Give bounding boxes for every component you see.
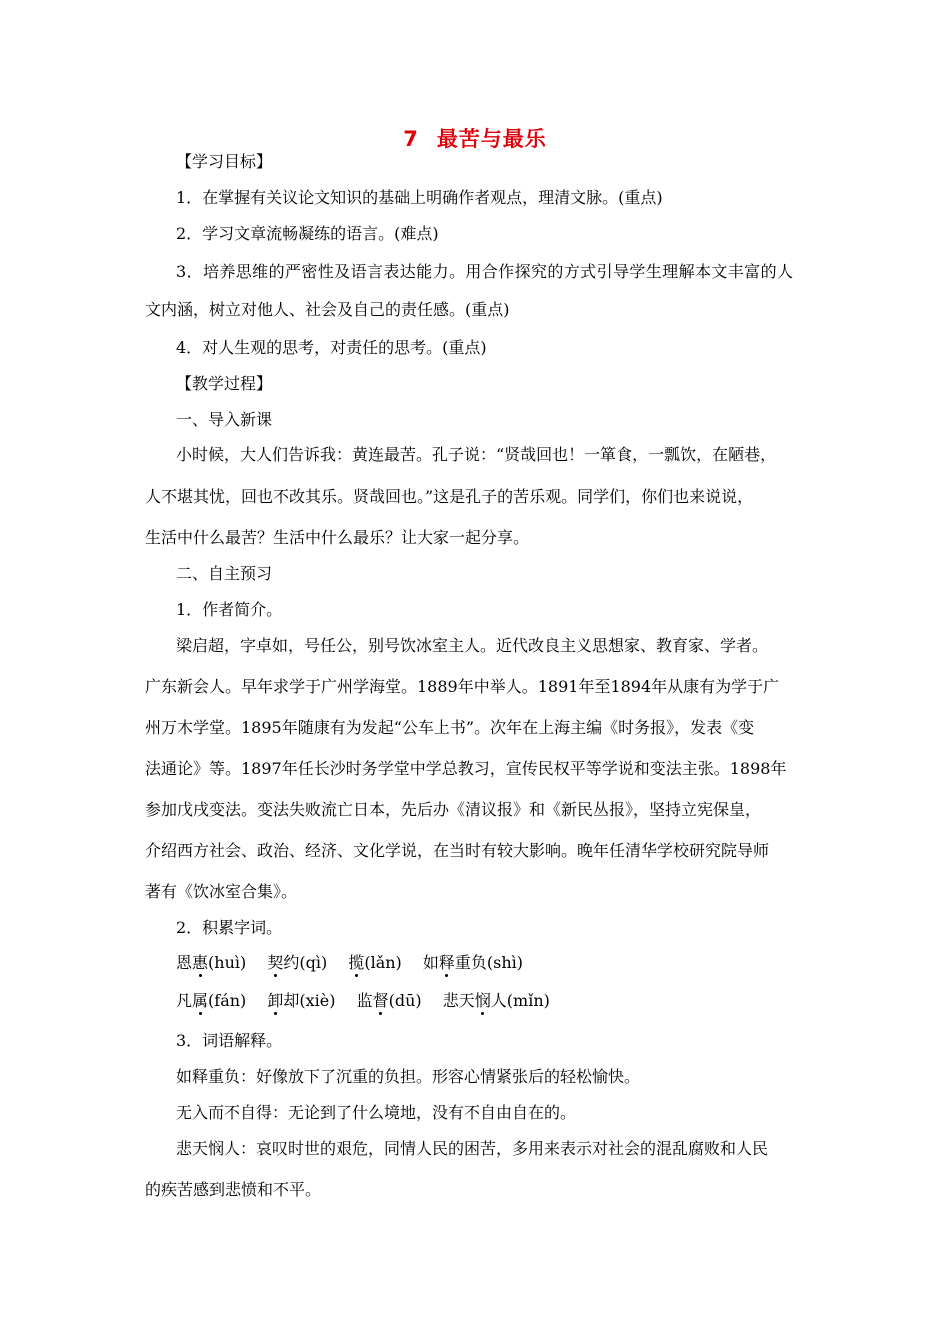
vocab-item: 揽(lǎn) — [348, 953, 402, 972]
definition-2: 无入而不自得：无论到了什么境地，没有不自由自在的。 — [176, 1103, 577, 1122]
vocab-item: 恩惠(huì) — [176, 953, 247, 972]
author-heading: 1．作者简介。 — [176, 600, 283, 619]
vocab-row-2 — [176, 991, 550, 1011]
lesson-number: 7 — [403, 127, 419, 151]
lesson-title — [0, 123, 950, 153]
vocab-item: 悲天悯人(mǐn) — [442, 991, 550, 1010]
vocab-item: 契约(qì) — [267, 953, 328, 972]
definition-1: 如释重负：好像放下了沉重的负担。形容心情紧张后的轻松愉快。 — [176, 1067, 641, 1086]
section-heading-objectives: 【学习目标】 — [176, 152, 273, 171]
subheading-preview: 二、自主预习 — [176, 564, 273, 583]
vocab-item: 凡属(fán) — [176, 991, 247, 1010]
section-heading-process: 【教学过程】 — [176, 374, 273, 393]
vocab-item: 如释重负(shì) — [422, 953, 524, 972]
subheading-intro: 一、导入新课 — [176, 410, 273, 429]
lesson-title-text: 最苦与最乐 — [436, 127, 547, 151]
author-line-5: 参加戊戌变法。变法失败流亡日本，先后办《清议报》和《新民丛报》，坚持立宪保皇， — [145, 800, 762, 819]
objective-3-line-2: 文内涵，树立对他人、社会及自己的责任感。(重点) — [145, 300, 510, 319]
author-line-3: 州万木学堂。1895年随康有为发起“公车上书”。次年在上海主编《时务报》，发表《变 — [145, 718, 755, 737]
objective-1: 1．在掌握有关议论文知识的基础上明确作者观点，理清文脉。(重点) — [176, 188, 663, 207]
definition-3-line-2: 的疾苦感到悲愤和不平。 — [145, 1180, 322, 1199]
author-line-4: 法通论》等。1897年任长沙时务学堂中学总教习，宣传民权平等学说和变法主张。1898年 — [145, 759, 787, 778]
author-line-6: 介绍西方社会、政治、经济、文化学说，在当时有较大影响。晚年任清华学校研究院导师 — [145, 841, 770, 860]
vocab-item: 监督(dū) — [356, 991, 422, 1010]
intro-line-1: 小时候，大人们告诉我：黄连最苦。孔子说：“贤哉回也！一箪食，一瓢饮，在陋巷， — [176, 445, 777, 464]
objective-2: 2．学习文章流畅凝练的语言。(难点) — [176, 224, 439, 243]
intro-line-3: 生活中什么最苦？生活中什么最乐？让大家一起分享。 — [145, 528, 530, 547]
vocab-heading: 2．积累字词。 — [176, 918, 283, 937]
author-line-7: 著有《饮冰室合集》。 — [145, 882, 298, 901]
vocab-item: 卸却(xiè) — [267, 991, 336, 1010]
vocab-row-1 — [176, 953, 523, 973]
objective-3-line-1: 3．培养思维的严密性及语言表达能力。用合作探究的方式引导学生理解本文丰富的人 — [176, 262, 794, 281]
author-line-1: 梁启超，字卓如，号任公，别号饮冰室主人。近代改良主义思想家、教育家、学者。 — [176, 636, 769, 655]
objective-4: 4．对人生观的思考，对责任的思考。(重点) — [176, 338, 487, 357]
definition-3-line-1: 悲天悯人：哀叹时世的艰危，同情人民的困苦，多用来表示对社会的混乱腐败和人民 — [176, 1139, 769, 1158]
author-line-2: 广东新会人。早年求学于广州学海堂。1889年中举人。1891年至1894年从康有为学于广 — [145, 677, 780, 696]
intro-line-2: 人不堪其忧，回也不改其乐。贤哉回也。”这是孔子的苦乐观。同学们，你们也来说说， — [145, 487, 754, 506]
definitions-heading: 3．词语解释。 — [176, 1031, 283, 1050]
